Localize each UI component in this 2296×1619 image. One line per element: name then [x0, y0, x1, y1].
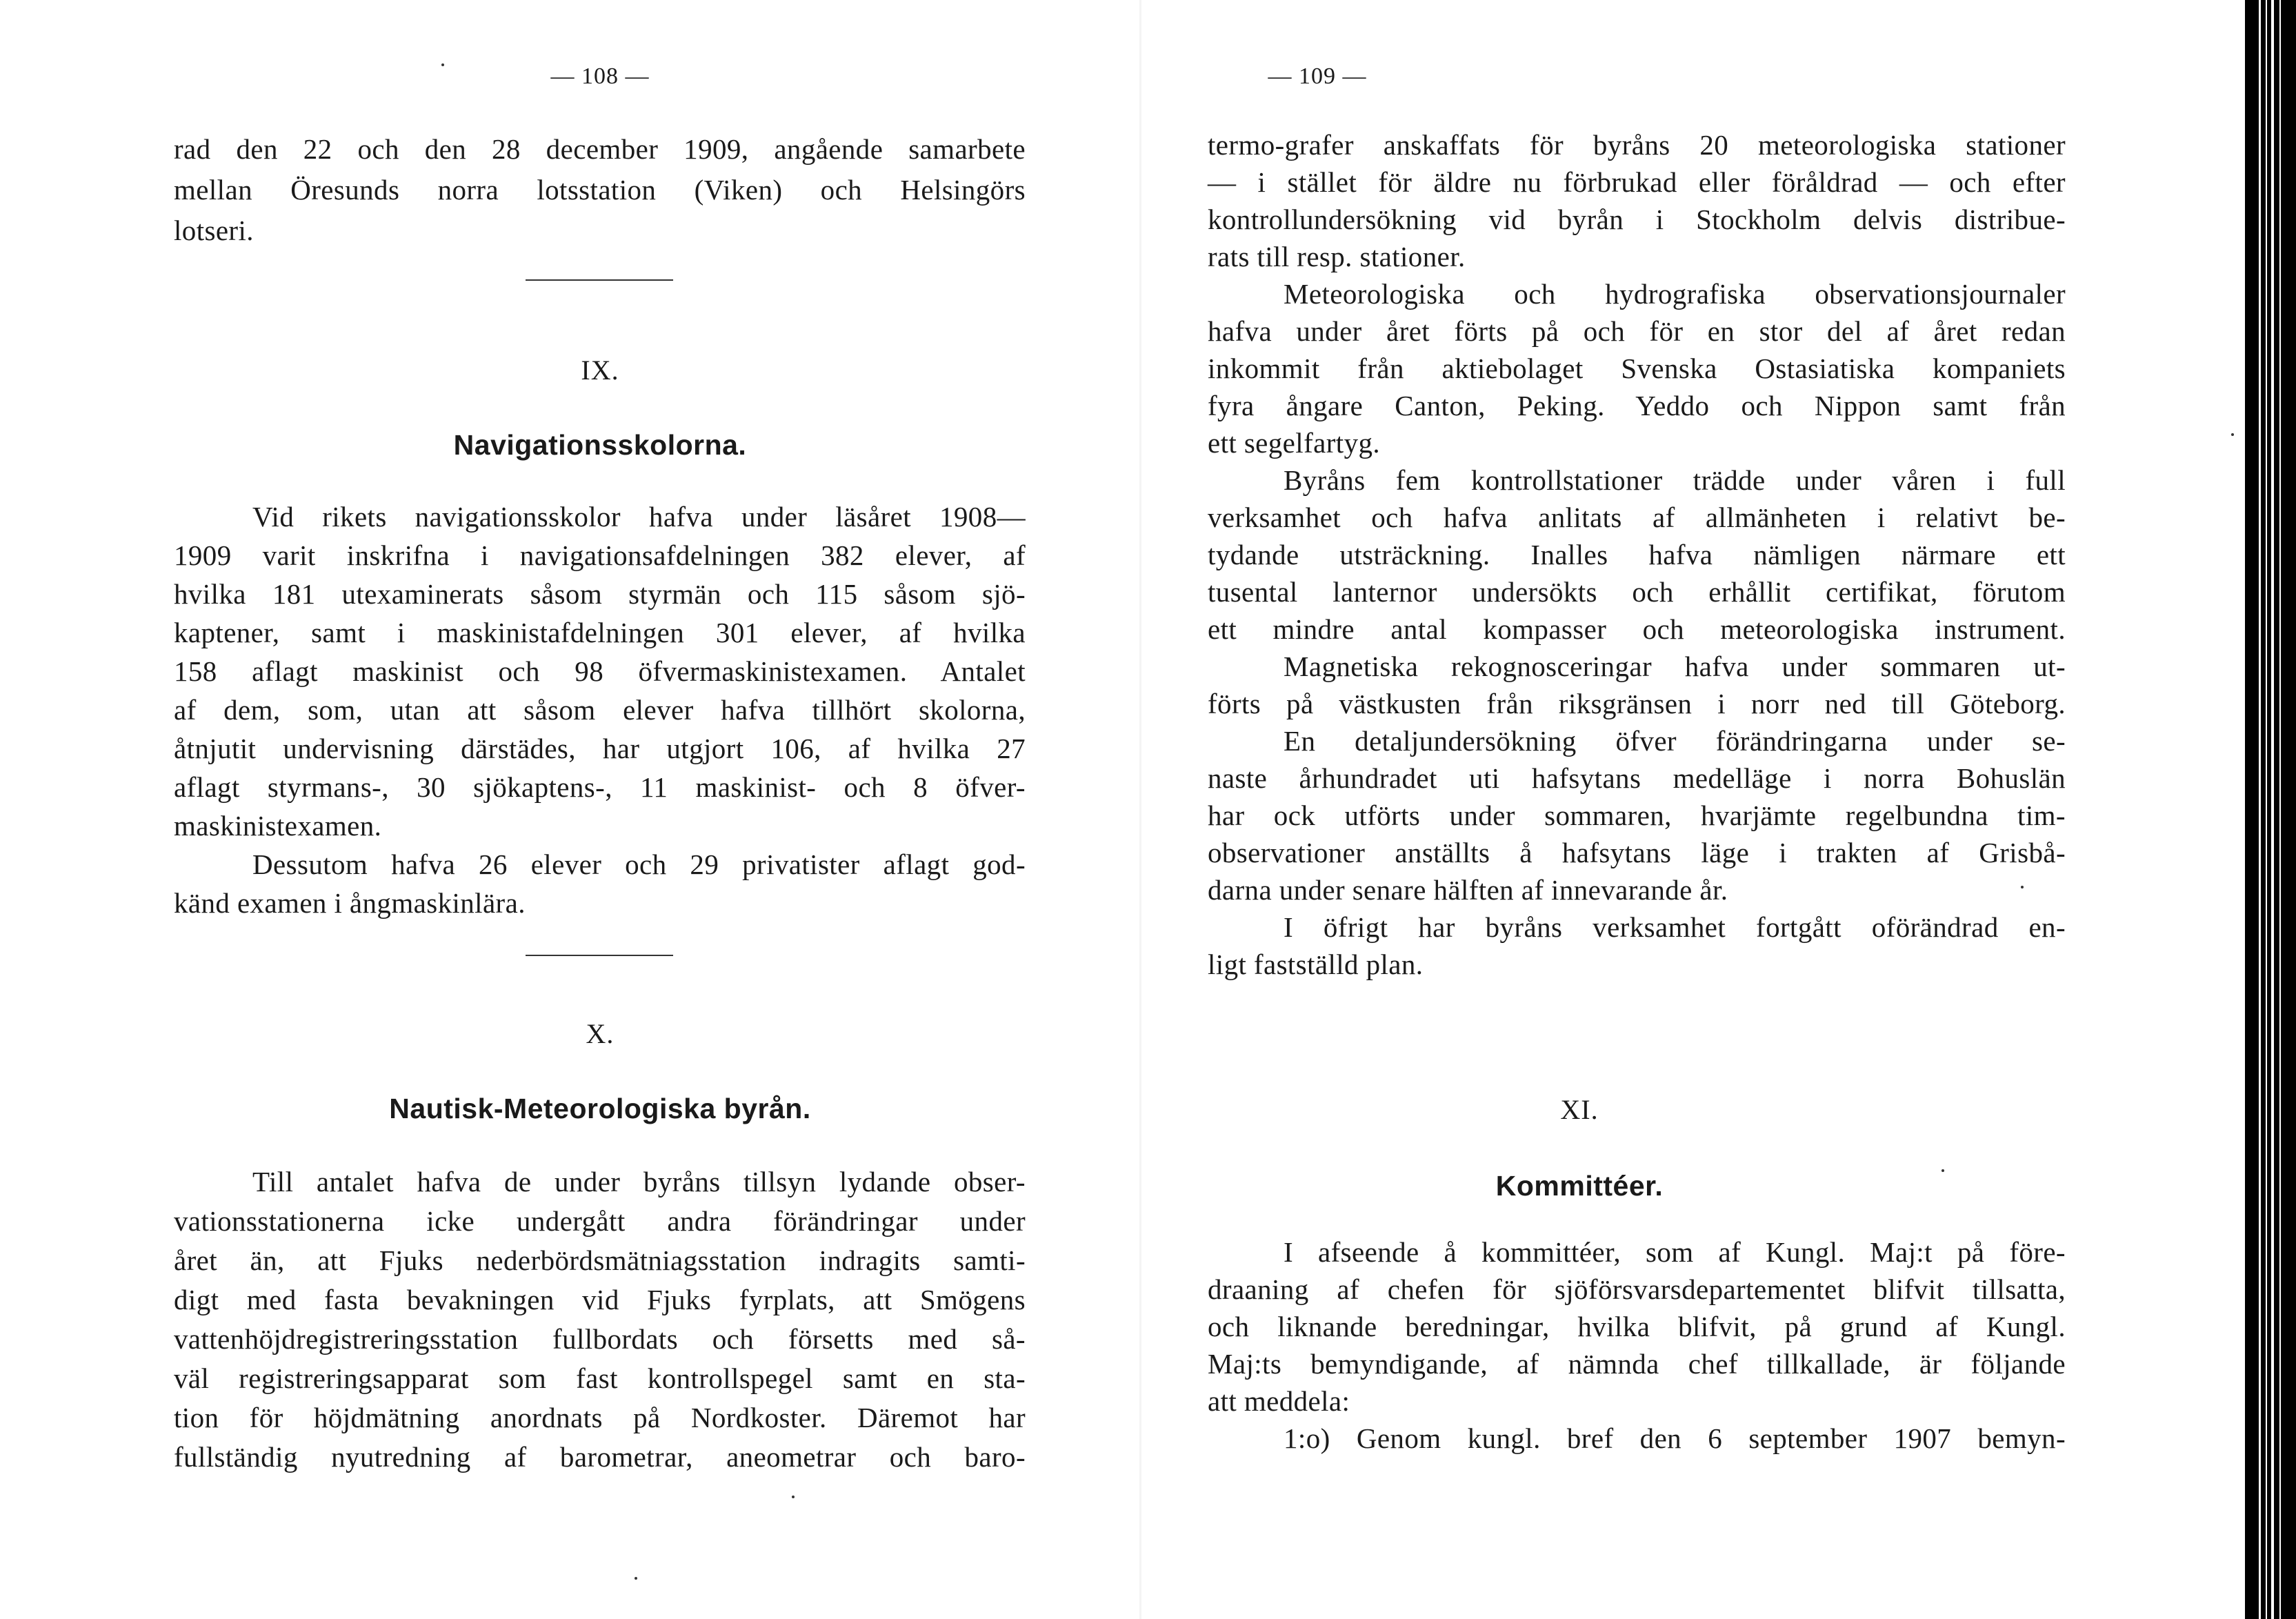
- section-x-line: tion för höjdmätning anordnats på Nordkoster. Däremot har: [174, 1402, 1026, 1433]
- print-speck: [792, 1496, 795, 1498]
- section-xi-line: I afseende å kommittéer, som af Kungl. Maj:t på före-: [1284, 1236, 2066, 1268]
- body-line: rats till resp. stationer.: [1208, 241, 1466, 272]
- scan-edge-line: [2259, 0, 2261, 1619]
- body-line: termo-grafer anskaffats för byråns 20 meteorologiska stationer: [1208, 129, 2066, 161]
- body-line: ett mindre antal kompasser och meteorologiska instrument.: [1208, 613, 2066, 645]
- section-ix-line: känd examen i ångmaskinlära.: [174, 887, 526, 919]
- body-line: verksamhet och hafva anlitats af allmänheten i relativt be-: [1208, 501, 2066, 533]
- body-line: En detaljundersökning öfver förändringarna under se-: [1284, 725, 2066, 757]
- section-divider: [526, 279, 673, 281]
- section-ix-line: 1909 varit inskrifna i navigationsafdelningen 382 elever, af: [174, 539, 1026, 571]
- section-xi-heading: Kommittéer.: [1495, 1170, 1664, 1202]
- section-xi-line: Maj:ts bemyndigande, af nämnda chef tillkallade, är följande: [1208, 1348, 2066, 1380]
- section-ix-line: maskinistexamen.: [174, 810, 382, 842]
- section-x-line: digt med fasta bevakningen vid Fjuks fyrplats, att Smögens: [174, 1284, 1026, 1315]
- section-ix-line: af dem, som, utan att såsom elever hafva tillhört skolorna,: [174, 694, 1026, 726]
- left-page: [0, 0, 1141, 1619]
- section-xi-numeral: XI.: [1560, 1094, 1599, 1125]
- section-x-line: året än, att Fjuks nederbördsmätniagsstation indragits samti-: [174, 1244, 1026, 1276]
- page-number-108: — 108 —: [550, 63, 650, 89]
- section-ix-line: åtnjutit undervisning därstädes, har utgjort 106, af hvilka 27: [174, 733, 1026, 764]
- section-x-line: fullständig nyutredning af barometrar, aneometrar och baro-: [174, 1441, 1026, 1473]
- body-line: inkommit från aktiebolaget Svenska Ostasiatiska kompaniets: [1208, 352, 2066, 384]
- section-xi-line: att meddela:: [1208, 1385, 1350, 1417]
- section-ix-line: kaptener, samt i maskinistafdelningen 301 elever, af hvilka: [174, 617, 1026, 648]
- body-line: darna under senare hälften af innevarande år.: [1208, 874, 1728, 906]
- body-line: Magnetiska rekognosceringar hafva under sommaren ut-: [1284, 650, 2066, 682]
- intro-line: lotseri.: [174, 215, 254, 246]
- body-line: har ock utförts under sommaren, hvarjämte regelbundna tim-: [1208, 799, 2066, 831]
- scan-edge: [2245, 0, 2296, 1619]
- section-xi-line: och liknande beredningar, hvilka blifvit, på grund af Kungl.: [1208, 1311, 2066, 1342]
- section-divider: [526, 955, 673, 956]
- body-line: — i stället för äldre nu förbrukad eller föråldrad — och efter: [1208, 166, 2066, 198]
- body-line: ligt fastställd plan.: [1208, 948, 1424, 980]
- section-x-line: Till antalet hafva de under byråns tillsyn lydande obser-: [252, 1166, 1026, 1198]
- section-x-line: vattenhöjdregistreringsstation fullbordats och försetts med så-: [174, 1323, 1026, 1355]
- body-line: tydande utsträckning. Inalles hafva nämligen närmare ett: [1208, 539, 2066, 570]
- print-speck: [1941, 1169, 1944, 1172]
- scan-edge-line: [2266, 0, 2267, 1619]
- right-page: [1141, 0, 2245, 1619]
- body-line: naste århundradet uti hafsytans medelläge i norra Bohuslän: [1208, 762, 2066, 794]
- section-ix-line: Dessutom hafva 26 elever och 29 privatister aflagt god-: [252, 848, 1026, 880]
- section-x-heading: Nautisk-Meteorologiska byrån.: [389, 1093, 811, 1124]
- body-line: Byråns fem kontrollstationer trädde under våren i full: [1284, 464, 2066, 496]
- body-line: observationer anställts å hafsytans läge i trakten af Grisbå-: [1208, 837, 2066, 868]
- body-line: förts på västkusten från riksgränsen i norr ned till Göteborg.: [1208, 688, 2066, 719]
- print-speck: [441, 63, 444, 66]
- section-ix-numeral: IX.: [581, 355, 619, 386]
- section-ix-line: Vid rikets navigationsskolor hafva under läsåret 1908—: [252, 501, 1026, 533]
- scan-edge-line: [2279, 0, 2281, 1619]
- intro-line: rad den 22 och den 28 december 1909, angående samarbete: [174, 133, 1026, 165]
- print-speck: [2021, 886, 2024, 888]
- section-ix-heading: Navigationsskolorna.: [453, 429, 747, 461]
- section-x-line: väl registreringsapparat som fast kontrollspegel samt en sta-: [174, 1362, 1026, 1394]
- scan-edge-line: [2271, 0, 2274, 1619]
- body-line: kontrollundersökning vid byrån i Stockholm delvis distribue-: [1208, 203, 2066, 235]
- body-line: fyra ångare Canton, Peking. Yeddo och Nippon samt från: [1208, 390, 2066, 421]
- section-ix-line: 158 aflagt maskinist och 98 öfvermaskinistexamen. Antalet: [174, 655, 1026, 687]
- section-xi-line: draaning af chefen för sjöförsvarsdepartementet blifvit tillsatta,: [1208, 1273, 2066, 1305]
- section-x-numeral: X.: [586, 1018, 615, 1049]
- section-ix-line: hvilka 181 utexaminerats såsom styrmän och 115 såsom sjö-: [174, 578, 1026, 610]
- body-line: Meteorologiska och hydrografiska observationsjournaler: [1284, 278, 2066, 310]
- print-speck: [2231, 433, 2234, 436]
- section-x-line: vationsstationerna icke undergått andra förändringar under: [174, 1205, 1026, 1237]
- intro-line: mellan Öresunds norra lotsstation (Viken) och Helsingörs: [174, 174, 1026, 206]
- body-line: I öfrigt har byråns verksamhet fortgått oförändrad en-: [1284, 911, 2066, 943]
- body-line: hafva under året förts på och för en stor del af året redan: [1208, 315, 2066, 347]
- section-ix-line: aflagt styrmans-, 30 sjökaptens-, 11 maskinist- och 8 öfver-: [174, 771, 1026, 803]
- body-line: ett segelfartyg.: [1208, 427, 1381, 459]
- body-line: tusental lanternor undersökts och erhållit certifikat, förutom: [1208, 576, 2066, 608]
- print-speck: [635, 1577, 637, 1580]
- section-xi-line: 1:o) Genom kungl. bref den 6 september 1907 bemyn-: [1284, 1422, 2066, 1454]
- page-number-109: — 109 —: [1268, 63, 1367, 89]
